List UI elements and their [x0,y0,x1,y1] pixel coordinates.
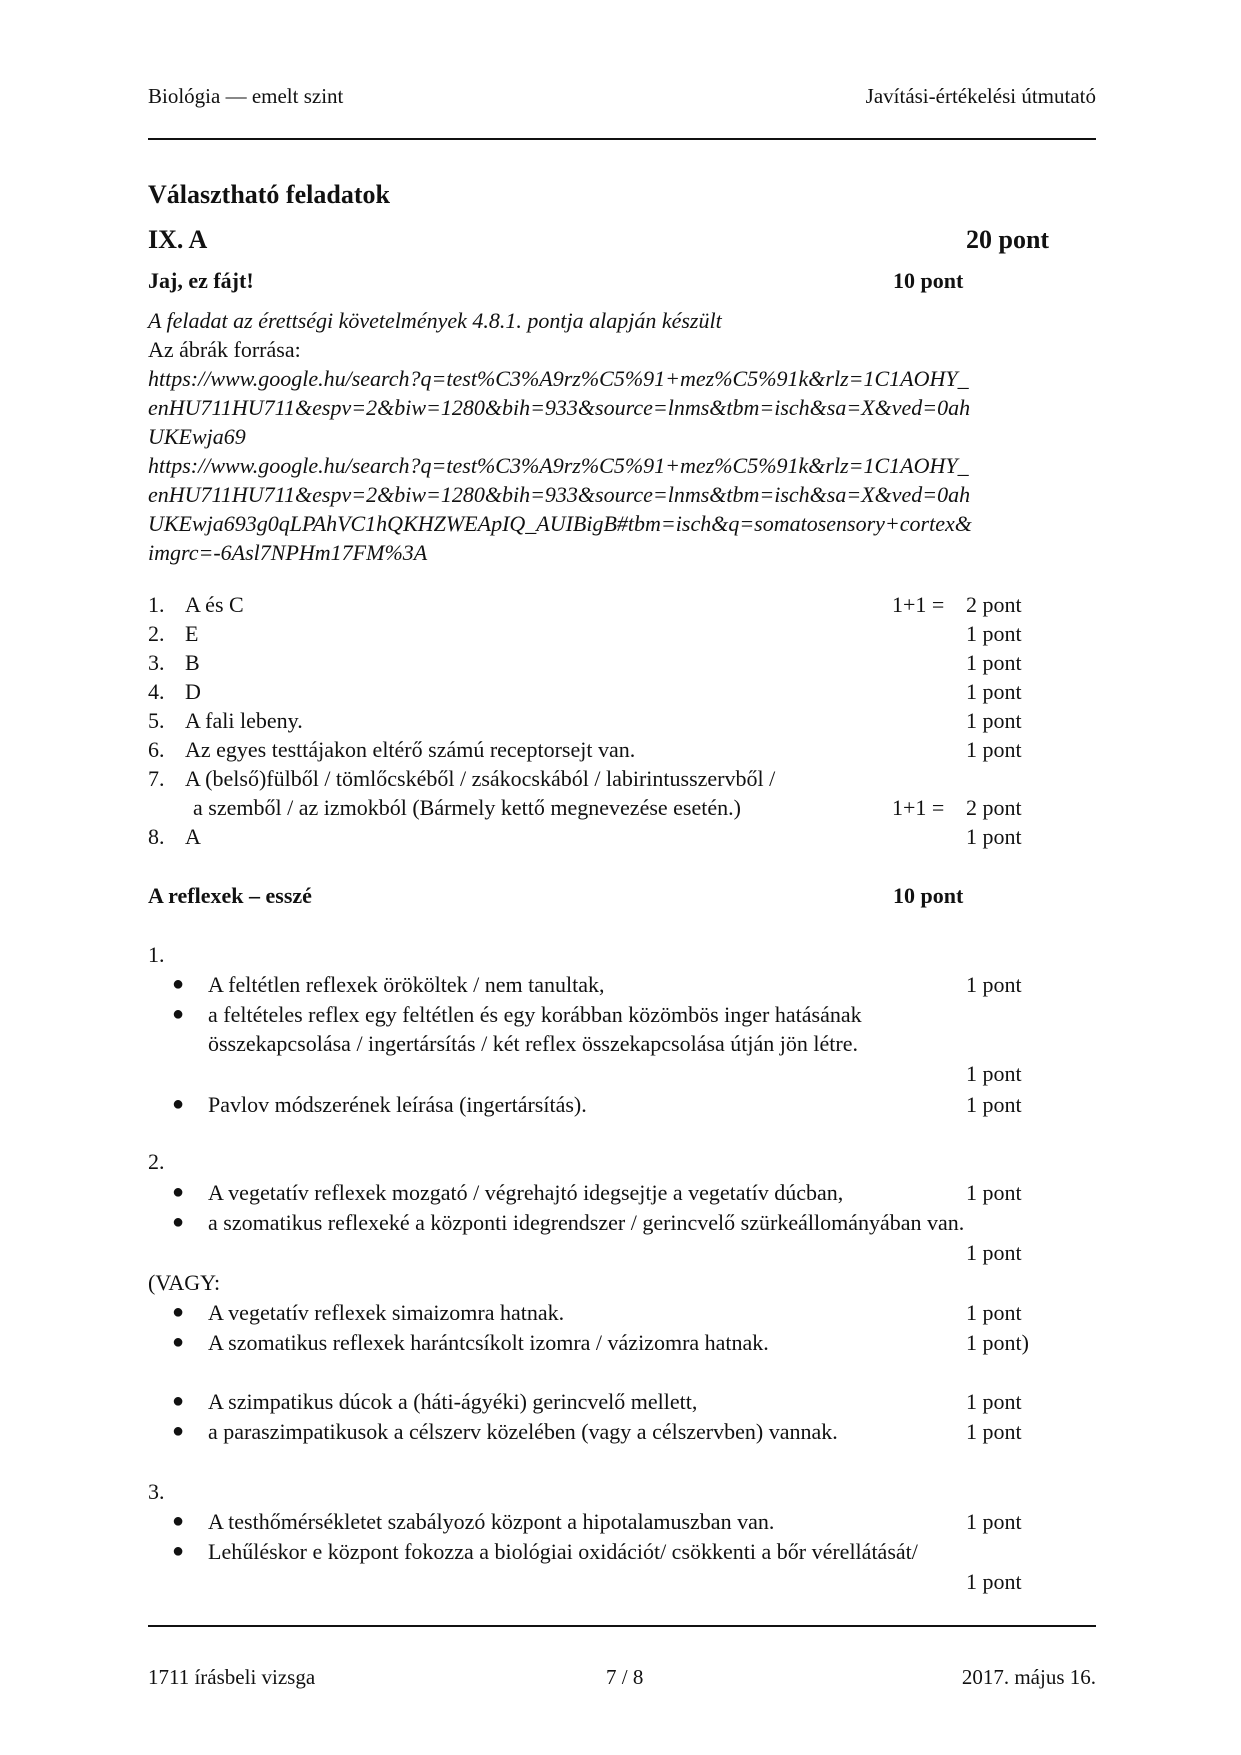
answer-text: A és C [185,592,244,617]
answer-text: a szemből / az izmokból (Bármely kettő megnevezése esetén.) [193,795,741,820]
answer-text: A fali lebeny. [185,708,303,733]
source-url-line: imgrc=-6Asl7NPHm17FM%3A [148,540,428,565]
answer-text: Az egyes testtájakon eltérő számú receptorsejt van. [185,737,636,762]
essay-item: A vegetatív reflexek simaizomra hatnak. [208,1300,565,1325]
essay-item: A szomatikus reflexek harántcsíkolt izomra / vázizomra hatnak. [208,1330,769,1355]
essay-item: A vegetatív reflexek mozgató / végrehajtó idegsejtje a vegetatív dúcban, [208,1180,844,1205]
answer-text: E [185,621,199,646]
bullet-icon: ● [172,1540,185,1562]
answer-text: D [185,679,201,704]
bullet-icon: ● [172,1093,185,1115]
footer-rule [148,1625,1096,1627]
item-points: 1 pont [966,1569,1022,1594]
essay-item-continued: összekapcsolása / ingertársítás / két reflex összekapcsolása útján jön létre. [208,1031,858,1056]
source-url-line: enHU711HU711&espv=2&biw=1280&bih=933&source=lnms&tbm=isch&sa=X&ved=0ah [148,482,971,507]
essay-item: A feltétlen reflexek örököltek / nem tanultak, [208,972,605,997]
bullet-icon: ● [172,973,185,995]
answer-calc: 1+1 = [892,795,945,820]
question-number: 1. [148,942,165,967]
item-points: 1 pont [966,1419,1022,1444]
page-number: 7 / 8 [606,1665,644,1689]
essay-item: Lehűléskor e központ fokozza a biológiai oxidációt/ csökkenti a bőr vérellátását/ [208,1539,918,1564]
answer-number: 6. [148,737,165,762]
answer-number: 4. [148,679,165,704]
item-points: 1 pont [966,1509,1022,1534]
item-points: 1 pont [966,1240,1022,1265]
answer-number: 5. [148,708,165,733]
question-number: 2. [148,1149,165,1174]
essay-item: Pavlov módszerének leírása (ingertársítás). [208,1092,587,1117]
item-points: 1 pont [966,1092,1022,1117]
bullet-icon: ● [172,1301,185,1323]
source-url-line: enHU711HU711&espv=2&biw=1280&bih=933&source=lnms&tbm=isch&sa=X&ved=0ah [148,395,971,420]
answer-points: 2 pont [966,592,1022,617]
answer-number: 8. [148,824,165,849]
answer-text: A (belső)fülből / tömlőcskéből / zsákocskából / labirintusszervből / [185,766,776,791]
bullet-icon: ● [172,1390,185,1412]
item-points: 1 pont [966,1180,1022,1205]
essay-item: a paraszimpatikusok a célszerv közelében (vagy a célszervben) vannak. [208,1419,838,1444]
source-url-line: UKEwja69 [148,424,246,449]
answer-points: 1 pont [966,824,1022,849]
bullet-icon: ● [172,1510,185,1532]
answer-points: 2 pont [966,795,1022,820]
bullet-icon: ● [172,1181,185,1203]
section-title: IX. A [148,225,208,254]
source-note: A feladat az érettségi követelmények 4.8.1. pontja alapján készült [148,308,722,333]
item-points: 1 pont [966,1300,1022,1325]
answer-points: 1 pont [966,708,1022,733]
answer-points: 1 pont [966,621,1022,646]
part2-points: 10 pont [893,883,964,908]
essay-item: a szomatikus reflexeké a központi idegrendszer / gerincvelő szürkeállományában van. [208,1210,965,1235]
item-points: 1 pont [966,1061,1022,1086]
essay-item: A testhőmérsékletet szabályozó központ a hipotalamuszban van. [208,1509,775,1534]
answer-number: 1. [148,592,165,617]
part2-title: A reflexek – esszé [148,883,312,908]
item-points: 1 pont [966,1389,1022,1414]
question-number: 3. [148,1479,165,1504]
footer-left: 1711 írásbeli vizsga [148,1665,316,1689]
alternative-label: (VAGY: [148,1270,221,1295]
source-url-line: UKEwja693g0qLPAhVC1hQKHZWEApIQ_AUIBigB#tbm=isch&q=somatosensory+cortex& [148,511,972,536]
section-points: 20 pont [966,225,1050,254]
answer-points: 1 pont [966,650,1022,675]
answer-number: 3. [148,650,165,675]
header-right: Javítási-értékelési útmutató [865,84,1096,108]
header-rule [148,138,1096,140]
answer-calc: 1+1 = [892,592,945,617]
item-points: 1 pont) [966,1330,1029,1355]
part1-points: 10 pont [893,268,964,293]
header-left: Biológia — emelt szint [148,84,344,108]
essay-item: a feltételes reflex egy feltétlen és egy korábban közömbös inger hatásának [208,1002,862,1027]
answer-points: 1 pont [966,679,1022,704]
bullet-icon: ● [172,1211,185,1233]
answer-text: A [185,824,201,849]
answer-text: B [185,650,200,675]
source-url-line: https://www.google.hu/search?q=test%C3%A9rz%C5%91+mez%C5%91k&rlz=1C1AOHY_ [148,453,969,478]
essay-item: A szimpatikus dúcok a (háti-ágyéki) gerincvelő mellett, [208,1389,698,1414]
source-label: Az ábrák forrása: [148,337,301,362]
answer-number: 7. [148,766,165,791]
answer-points: 1 pont [966,737,1022,762]
source-url-line: https://www.google.hu/search?q=test%C3%A9rz%C5%91+mez%C5%91k&rlz=1C1AOHY_ [148,366,969,391]
answer-number: 2. [148,621,165,646]
item-points: 1 pont [966,972,1022,997]
bullet-icon: ● [172,1420,185,1442]
footer-right: 2017. május 16. [961,1665,1096,1689]
bullet-icon: ● [172,1331,185,1353]
part1-title: Jaj, ez fájt! [148,268,254,293]
page-title: Választható feladatok [148,180,390,209]
bullet-icon: ● [172,1003,185,1025]
